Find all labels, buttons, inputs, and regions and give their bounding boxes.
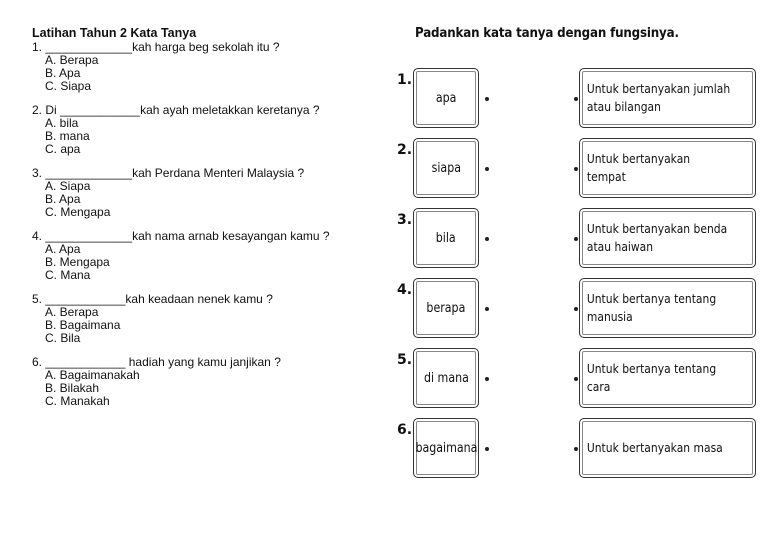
question-stem: 1. _____________kah harga beg sekolah itu ? bbox=[32, 40, 280, 54]
question-stem: 5. ____________kah keadaan nenek kamu ? bbox=[32, 292, 273, 306]
row-number: 1. bbox=[397, 72, 413, 88]
option-b: B. mana bbox=[45, 129, 90, 143]
option-b: B. Apa bbox=[45, 192, 81, 206]
word-box-bagaimana[interactable] bbox=[413, 418, 479, 478]
word-box-bila[interactable] bbox=[413, 208, 479, 268]
function-label: Untuk bertanyakan benda atau haiwan bbox=[586, 221, 728, 254]
question-4 bbox=[32, 230, 392, 282]
word-label: bila bbox=[436, 230, 456, 246]
function-label: Untuk bertanyakan masa bbox=[586, 440, 723, 455]
question-stem: 2. Di ____________kah ayah meletakkan keretanya ? bbox=[32, 103, 320, 117]
option-c: C. Siapa bbox=[45, 79, 92, 93]
question-3 bbox=[32, 167, 392, 219]
option-a: A. bila bbox=[45, 116, 79, 130]
word-dot[interactable] bbox=[485, 97, 489, 101]
matching-exercise bbox=[395, 20, 768, 500]
option-c: C. Manakah bbox=[45, 394, 110, 408]
function-label: Untuk bertanya tentang manusia bbox=[586, 291, 717, 324]
word-dot[interactable] bbox=[485, 307, 489, 311]
option-a: A. Berapa bbox=[45, 305, 99, 319]
question-5 bbox=[32, 293, 392, 345]
option-c: C. Bila bbox=[45, 331, 81, 345]
word-label: bagaimana bbox=[415, 440, 477, 456]
function-label: Untuk bertanyakan tempat bbox=[586, 151, 691, 184]
question-stem: 6. ____________ hadiah yang kamu janjikan ? bbox=[32, 355, 281, 369]
option-c: C. Mana bbox=[45, 268, 91, 282]
option-b: B. Mengapa bbox=[45, 255, 110, 269]
question-6 bbox=[32, 356, 392, 408]
function-box[interactable] bbox=[579, 348, 756, 408]
question-1 bbox=[32, 41, 392, 93]
option-b: B. Apa bbox=[45, 66, 81, 80]
function-dot[interactable] bbox=[574, 237, 578, 241]
function-dot[interactable] bbox=[574, 307, 578, 311]
option-a: A. Berapa bbox=[45, 53, 99, 67]
word-dot[interactable] bbox=[485, 377, 489, 381]
function-box[interactable] bbox=[579, 278, 756, 338]
option-a: A. Apa bbox=[45, 242, 81, 256]
function-dot[interactable] bbox=[574, 447, 578, 451]
option-a: A. Bagaimanakah bbox=[45, 368, 140, 382]
word-dot[interactable] bbox=[485, 167, 489, 171]
function-box[interactable] bbox=[579, 138, 756, 198]
word-label: berapa bbox=[426, 300, 466, 316]
function-dot[interactable] bbox=[574, 377, 578, 381]
word-box-berapa[interactable] bbox=[413, 278, 479, 338]
option-b: B. Bilakah bbox=[45, 381, 100, 395]
function-label: Untuk bertanya tentang cara bbox=[586, 361, 717, 394]
word-box-siapa[interactable] bbox=[413, 138, 479, 198]
question-2 bbox=[32, 104, 392, 156]
option-a: A. Siapa bbox=[45, 179, 91, 193]
function-label: Untuk bertanyakan jumlah atau bilangan bbox=[586, 81, 731, 114]
matching-title: Padankan kata tanya dengan fungsinya. bbox=[415, 25, 679, 41]
row-number: 4. bbox=[397, 282, 413, 298]
word-box-di-mana[interactable] bbox=[413, 348, 479, 408]
row-number: 6. bbox=[397, 422, 413, 438]
word-dot[interactable] bbox=[485, 237, 489, 241]
function-dot[interactable] bbox=[574, 97, 578, 101]
word-label: siapa bbox=[431, 160, 461, 176]
option-b: B. Bagaimana bbox=[45, 318, 121, 332]
word-label: di mana bbox=[423, 370, 469, 386]
question-stem: 3. _____________kah Perdana Menteri Malaysia ? bbox=[32, 166, 305, 180]
option-c: C. Mengapa bbox=[45, 205, 111, 219]
worksheet-title: Latihan Tahun 2 Kata Tanya bbox=[32, 26, 197, 40]
option-c: C. apa bbox=[45, 142, 81, 156]
word-label: apa bbox=[435, 90, 457, 106]
word-box-apa[interactable] bbox=[413, 68, 479, 128]
worksheet-left bbox=[32, 27, 392, 419]
function-dot[interactable] bbox=[574, 167, 578, 171]
question-stem: 4. _____________kah nama arnab kesayangan kamu ? bbox=[32, 229, 330, 243]
function-box[interactable] bbox=[579, 68, 756, 128]
row-number: 5. bbox=[397, 352, 413, 368]
function-box[interactable] bbox=[579, 208, 756, 268]
row-number: 2. bbox=[397, 142, 413, 158]
word-dot[interactable] bbox=[485, 447, 489, 451]
function-box[interactable] bbox=[579, 418, 756, 478]
row-number: 3. bbox=[397, 212, 413, 228]
